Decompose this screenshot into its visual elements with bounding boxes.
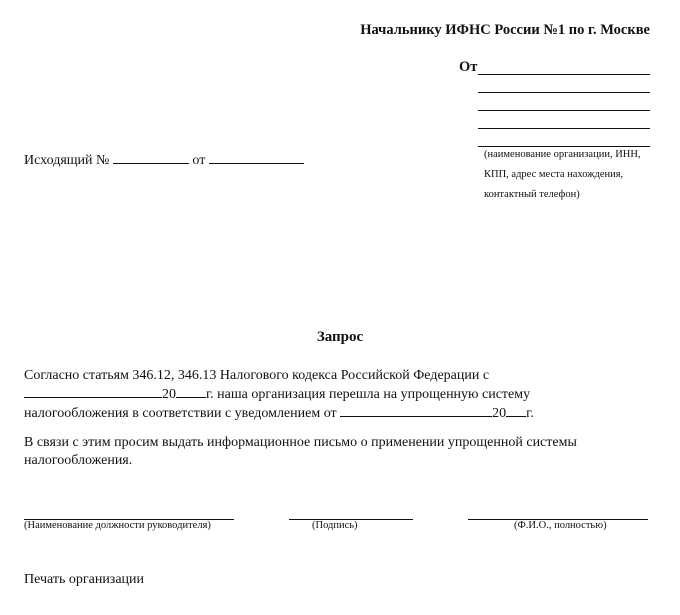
paragraph-1 <box>24 367 664 423</box>
from-label: От <box>459 59 478 75</box>
outgoing-date-label: от <box>192 153 206 168</box>
notice-year-prefix: 20 <box>492 406 507 421</box>
start-date-blank <box>24 385 162 398</box>
outgoing-date-blank <box>209 151 304 164</box>
stamp-label: Печать организации <box>24 572 145 587</box>
paragraph-1-line-1: Согласно статьям 346.12, 346.13 Налогового кодекса Российской Федерации с <box>24 368 490 383</box>
from-blank-line-3 <box>478 110 650 111</box>
year-prefix: 20 <box>162 387 176 402</box>
document-title: Запрос <box>316 329 364 345</box>
from-blank-line-2 <box>478 92 650 93</box>
paragraph-2: В связи с этим просим выдать информационное письмо о применении упрощенной системы налогообложения. <box>24 435 577 468</box>
outgoing-number-blank <box>113 151 189 164</box>
notice-date-blank <box>340 404 492 417</box>
paragraph-1-line-2 <box>24 385 664 404</box>
notice-year-blank <box>506 404 526 417</box>
paragraph-1-line-3-text: налогообложения в соответствии с уведомлением от <box>24 406 337 421</box>
from-blank-line-4 <box>478 128 650 129</box>
outgoing-number-row <box>24 151 304 169</box>
paragraph-1-line-3 <box>24 404 664 423</box>
signature-label: (Подпись) <box>312 520 358 531</box>
name-label: (Ф.И.О., полностью) <box>514 520 607 531</box>
notice-year-suffix: г. <box>526 406 534 421</box>
from-blank-line-1 <box>478 74 650 75</box>
outgoing-number-label: Исходящий № <box>24 153 110 168</box>
year-blank <box>176 385 206 398</box>
position-label: (Наименование должности руководителя) <box>24 520 211 531</box>
paragraph-1-line-2-text: г. наша организация перешла на упрощенную систему <box>206 387 531 402</box>
from-hint: (наименование организации, ИНН, КПП, адрес места нахождения, контактный телефон) <box>484 149 641 200</box>
addressee-line: Начальнику ИФНС России №1 по г. Москве <box>360 22 650 38</box>
